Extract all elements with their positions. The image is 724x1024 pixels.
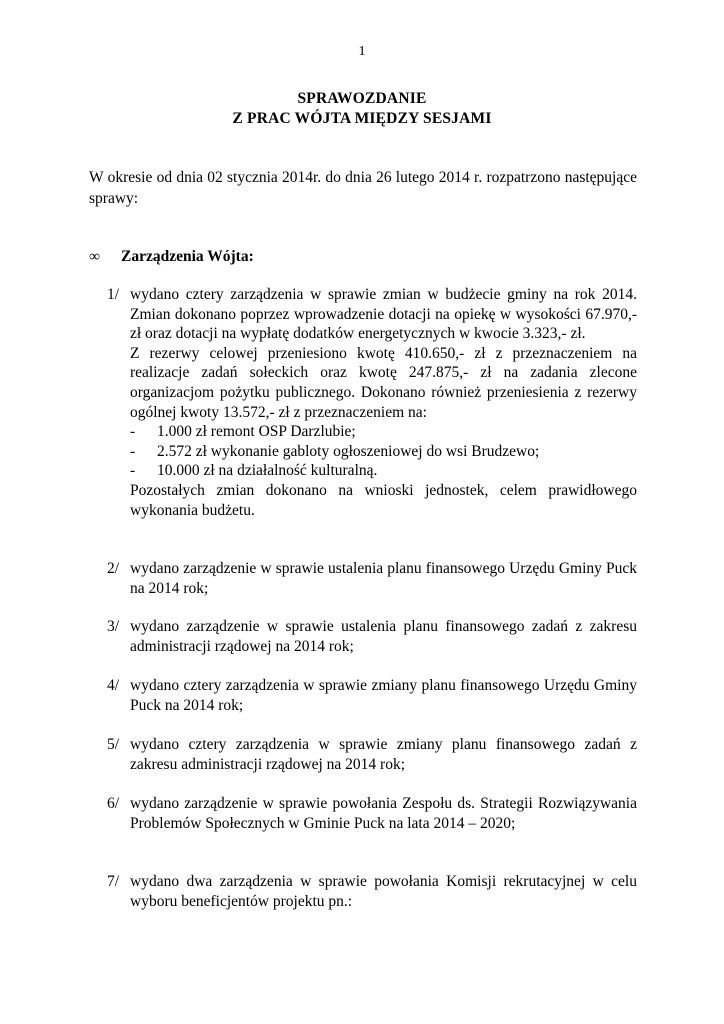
page-number: 1 (358, 44, 366, 59)
list-item-text: wydano zarządzenie w sprawie ustalenia planu finansowego Urzędu Gminy Puck na 2014 rok; (130, 560, 637, 597)
list-item-text: wydano cztery zarządzenia w sprawie zmiany planu finansowego Urzędu Gminy Puck na 2014 rok; (130, 677, 637, 714)
list-item-text: wydano dwa zarządzenia w sprawie powołania Komisji rekrutacyjnej w celu wyboru beneficjentów projektu pn.: (130, 873, 637, 910)
intro-paragraph: W okresie od dnia 02 stycznia 2014r. do dnia 26 lutego 2014 r. rozpatrzono następujące sprawy: (89, 169, 637, 207)
section-heading-text: Zarządzenia Wójta: (121, 248, 254, 265)
document-title: SPRAWOZDANIE (297, 90, 427, 107)
dash-list-item: - 10.000 zł na działalność kulturalną. (130, 462, 378, 480)
list-item-2 (107, 559, 637, 598)
list-item-text: wydano zarządzenie w sprawie ustalenia planu finansowego zadań z zakresu administracji rządowej na 2014 rok; (130, 618, 637, 655)
list-item-number: 1/ (107, 286, 120, 303)
item1-paragraph-3: Pozostałych zmian dokonano na wnioski jednostek, celem prawidłowego wykonania budżetu. (130, 481, 637, 519)
list-item-number: 2/ (107, 560, 120, 577)
list-item-number: 3/ (107, 618, 120, 635)
list-item-3 (107, 617, 637, 656)
infinity-bullet-icon: ∞ (89, 248, 101, 265)
list-item-6 (107, 794, 637, 833)
document-subtitle: Z PRAC WÓJTA MIĘDZY SESJAMI (232, 110, 492, 127)
list-item-number: 4/ (107, 677, 120, 694)
dash-list-item: - 2.572 zł wykonanie gabloty ogłoszeniowej do wsi Brudzewo; (130, 442, 540, 460)
list-item-text: wydano zarządzenie w sprawie powołania Zespołu ds. Strategii Rozwiązywania Problemów Społecznych w Gminie Puck na lata 2014 – 2020; (130, 795, 637, 832)
list-item-5 (107, 735, 637, 774)
list-item-4 (107, 676, 637, 715)
section-heading (89, 248, 254, 266)
list-item-number: 7/ (107, 873, 120, 890)
list-item-7 (107, 872, 637, 911)
list-item-number: 6/ (107, 795, 120, 812)
list-item-1 (107, 285, 637, 520)
item1-paragraph-2: Z rezerwy celowej przeniesiono kwotę 410.650,- zł z przeznaczeniem na realizacje zadań sołeckich oraz kwotę 247.875,- zł na zadania zlecone organizacjom pożytku publicznego. Dokonano również przeniesienia z rezerwy ogólnej kwoty 13.572,- zł z przeznaczeniem na: (130, 344, 637, 421)
list-item-text: wydano cztery zarządzenia w sprawie zmiany planu finansowego zadań z zakresu administracji rządowej na 2014 rok; (130, 736, 637, 773)
item1-paragraph-1: wydano cztery zarządzenia w sprawie zmian w budżecie gminy na rok 2014. Zmian dokonano poprzez wprowadzenie dotacji na opiekę w wysokości 67.970,- zł oraz dotacji na wypłatę dodatków energetycznych w kwocie 3.323,- zł. (130, 286, 637, 343)
dash-list-item: - 1.000 zł remont OSP Darzlubie; (130, 423, 356, 441)
list-item-number: 5/ (107, 736, 120, 753)
